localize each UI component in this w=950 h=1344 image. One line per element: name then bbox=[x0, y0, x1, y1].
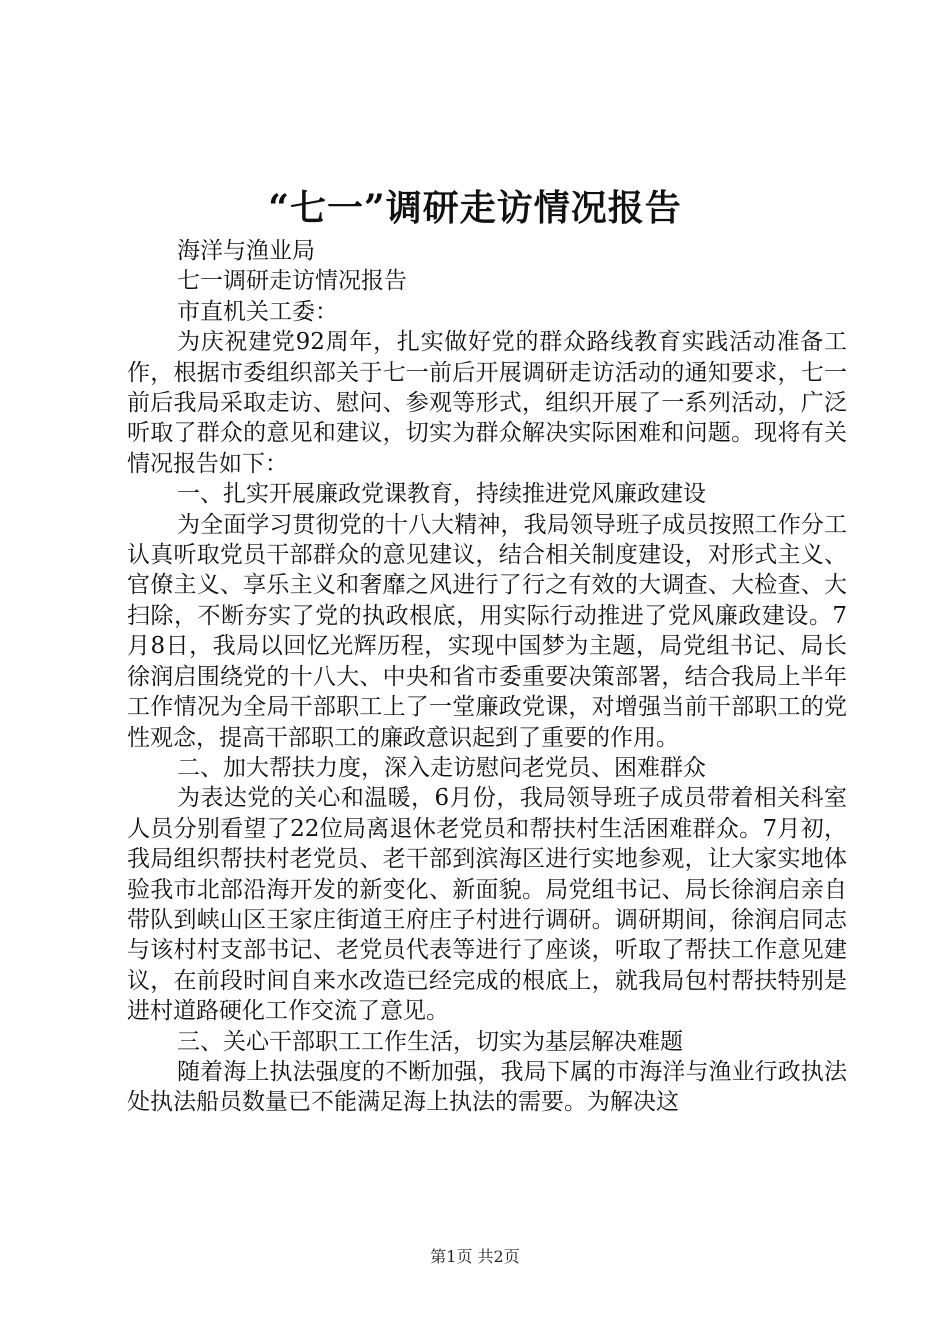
document-title: “七一”调研走访情况报告 bbox=[268, 187, 682, 229]
paragraph-report-title: 七一调研走访情况报告 bbox=[177, 268, 407, 295]
paragraph-addressee: 市直机关工委： bbox=[177, 298, 338, 325]
page-number-footer: 第1页 共2页 bbox=[430, 1247, 520, 1266]
section-heading-3: 三、关心干部职工工作生活，切实为基层解决难题 bbox=[177, 1028, 683, 1055]
paragraph-section-2: 为表达党的关心和温暖，6月份，我局领导班子成员带着相关科室人员分别看望了22位局离退休老党员和帮扶村生活困难群众。7月初，我局组织帮扶村老党员、老干部到滨海区进行实地参观，让大家实地体验我市北部沿海开发的新变化、新面貌。局党组书记、局长徐润启亲自带队到峡山区王家庄街道王府庄子村进行调研。调研期间，徐润启同志与该村村支部书记、老党员代表等进行了座谈，听取了帮扶工作意见建议，在前段时间自来水改造已经完成的根底上，就我局包村帮扶特别是进村道路硬化工作交流了意见。 bbox=[127, 785, 847, 1025]
document-body bbox=[127, 236, 847, 1118]
paragraph-section-3: 随着海上执法强度的不断加强，我局下属的市海洋与渔业行政执法处执法船员数量已不能满足海上执法的需要。为解决这 bbox=[127, 1058, 847, 1116]
section-heading-1: 一、扎实开展廉政党课教育，持续推进党风廉政建设 bbox=[177, 481, 706, 508]
paragraph-agency: 海洋与渔业局 bbox=[177, 238, 315, 264]
section-heading-2: 二、加大帮扶力度，深入走访慰问老党员、困难群众 bbox=[177, 754, 706, 781]
paragraph-intro: 为庆祝建党92周年，扎实做好党的群众路线教育实践活动准备工作，根据市委组织部关于七一前后开展调研走访活动的通知要求，七一前后我局采取走访、慰问、参观等形式，组织开展了一系列活动，广泛听取了群众的意见和建议，切实为群众解决实际困难和问题。现将有关情况报告如下： bbox=[127, 329, 847, 477]
paragraph-section-1: 为全面学习贯彻党的十八大精神，我局领导班子成员按照工作分工认真听取党员干部群众的意见建议，结合相关制度建设，对形式主义、官僚主义、享乐主义和奢靡之风进行了行之有效的大调查、大检查、大扫除，不断夯实了党的执政根底，用实际行动推进了党风廉政建设。7月8日，我局以回忆光辉历程，实现中国梦为主题，局党组书记、局长徐润启围绕党的十八大、中央和省市委重要决策部署，结合我局上半年工作情况为全局干部职工上了一堂廉政党课，对增强当前干部职工的党性观念，提高干部职工的廉政意识起到了重要的作用。 bbox=[127, 511, 847, 751]
